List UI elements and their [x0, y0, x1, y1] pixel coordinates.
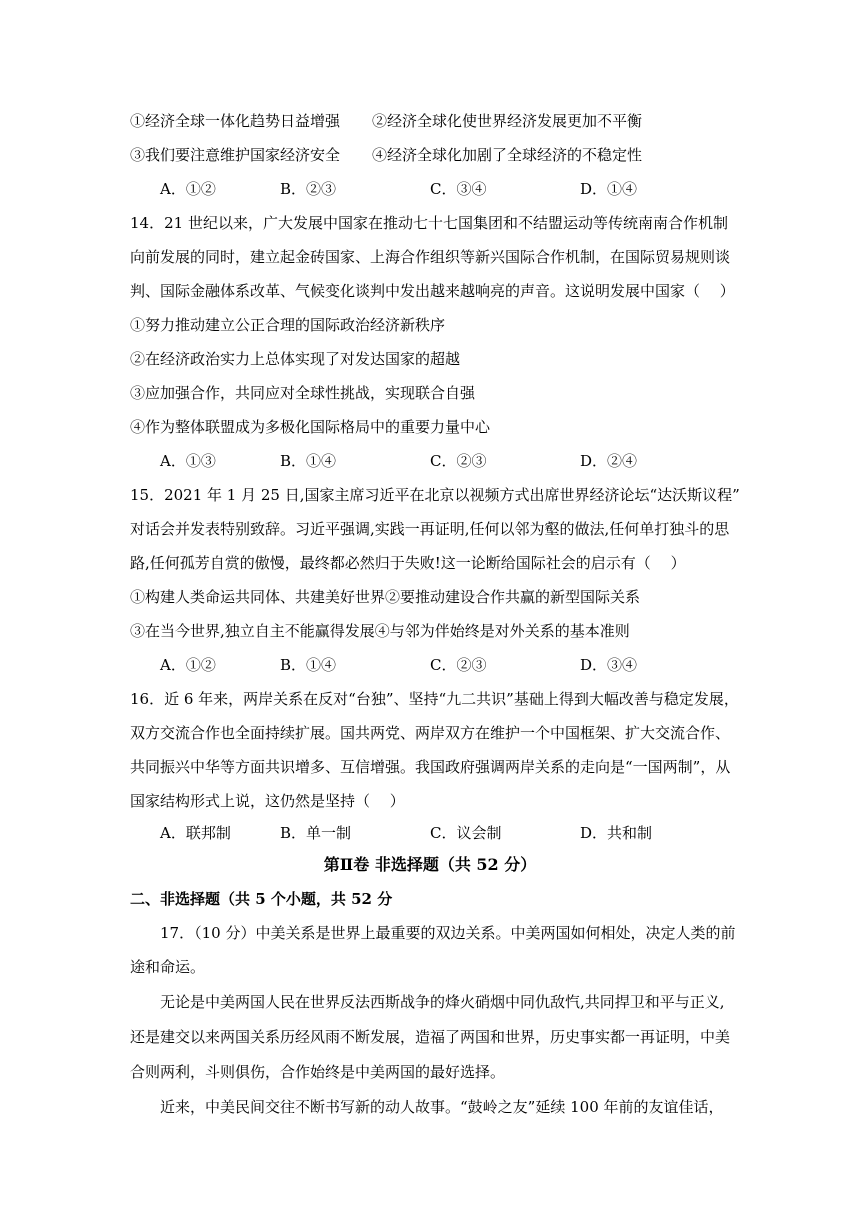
q14-stem-line-3: 判、国际金融体系改革、气候变化谈判中发出越来越响亮的声音。这说明发展中国家（ ）	[130, 282, 735, 300]
section-2-subtitle: 二、非选择题（共 5 个小题，共 52 分	[130, 890, 393, 908]
q15-stem-line-1: 15．2021 年 1 月 25 日,国家主席习近平在北京以视频方式出席世界经济论坛“达沃斯议程”	[130, 486, 740, 504]
q14-item-3: ③应加强合作，共同应对全球性挑战，实现联合自强	[130, 384, 476, 402]
q14-stem-line-2: 向前发展的同时，建立起金砖国家、上海合作组织等新兴国际合作机制，在国际贸易规则谈	[130, 248, 731, 266]
q15-stem-line-2: 对话会并发表特别致辞。习近平强调,实践一再证明,任何以邻为壑的做法,任何单打独斗的思	[130, 520, 730, 538]
q15-option-c[interactable]: C．②③	[430, 656, 487, 674]
q14-option-d[interactable]: D．②④	[580, 452, 638, 470]
q14-item-1: ①努力推动建立公正合理的国际政治经济新秩序	[130, 316, 446, 334]
q17-para1-line-3: 合则两利，斗则俱伤，合作始终是中美两国的最好选择。	[130, 1063, 506, 1081]
q17-stem-line-1: 17．（10 分）中美关系是世界上最重要的双边关系。中美两国如何相处，决定人类的前	[160, 924, 736, 942]
section-2-title: 第Ⅱ卷 非选择题（共 52 分）	[323, 855, 537, 874]
q14-option-b[interactable]: B．①④	[280, 452, 337, 470]
q13-option-c[interactable]: C．③④	[430, 180, 487, 198]
q13-item-2: ②经济全球化使世界经济发展更加不平衡	[372, 112, 643, 130]
q15-option-d[interactable]: D．③④	[580, 656, 638, 674]
q13-item-3: ③我们要注意维护国家经济安全	[130, 146, 341, 164]
q13-option-a[interactable]: A．①②	[160, 180, 216, 198]
q13-item-4: ④经济全球化加剧了全球经济的不稳定性	[372, 146, 643, 164]
q14-option-a[interactable]: A．①③	[160, 452, 216, 470]
q16-option-d[interactable]: D．共和制	[580, 824, 653, 842]
q17-stem-line-2: 途和命运。	[130, 958, 206, 976]
q15-item-row-2: ③在当今世界,独立自主不能赢得发展④与邻为伴始终是对外关系的基本准则	[130, 622, 630, 640]
q16-option-c[interactable]: C．议会制	[430, 824, 502, 842]
q14-item-4: ④作为整体联盟成为多极化国际格局中的重要力量中心	[130, 418, 491, 436]
q13-item-1: ①经济全球一体化趋势日益增强	[130, 112, 341, 130]
q15-option-a[interactable]: A．①②	[160, 656, 216, 674]
q16-option-b[interactable]: B．单一制	[280, 824, 352, 842]
q16-stem-line-2: 双方交流合作也全面持续扩展。国共两党、两岸双方在维护一个中国框架、扩大交流合作、	[130, 724, 731, 742]
q14-stem-line-1: 14．21 世纪以来，广大发展中国家在推动七十七国集团和不结盟运动等传统南南合作机制	[130, 214, 728, 232]
q17-para1-line-2: 还是建交以来两国关系历经风雨不断发展，造福了两国和世界，历史事实都一再证明，中美	[130, 1028, 731, 1046]
q16-option-a[interactable]: A．联邦制	[160, 824, 231, 842]
q13-option-d[interactable]: D．①④	[580, 180, 638, 198]
q16-stem-line-1: 16．近 6 年来，两岸关系在反对“台独”、坚持“九二共识”基础上得到大幅改善与稳定发展，	[130, 690, 739, 708]
q16-stem-line-3: 共同振兴中华等方面共识增多、互信增强。我国政府强调两岸关系的走向是“一国两制”，从	[130, 758, 731, 776]
q15-item-row-1: ①构建人类命运共同体、共建美好世界②要推动建设合作共赢的新型国际关系	[130, 588, 641, 606]
q15-stem-line-3: 路,任何孤芳自赏的傲慢，最终都必然归于失败!这一论断给国际社会的启示有（ ）	[130, 554, 686, 572]
q14-item-2: ②在经济政治实力上总体实现了对发达国家的超越	[130, 350, 461, 368]
q14-option-c[interactable]: C．②③	[430, 452, 487, 470]
q17-para1-line-1: 无论是中美两国人民在世界反法西斯战争的烽火硝烟中同仇敌忾,共同捍卫和平与正义,	[160, 993, 725, 1011]
q16-stem-line-4: 国家结构形式上说，这仍然是坚持（ ）	[130, 792, 405, 810]
q13-option-b[interactable]: B．②③	[280, 180, 337, 198]
q17-para2-line-1: 近来，中美民间交往不断书写新的动人故事。“鼓岭之友”延续 100 年前的友谊佳话，	[160, 1098, 724, 1116]
q15-option-b[interactable]: B．①④	[280, 656, 337, 674]
